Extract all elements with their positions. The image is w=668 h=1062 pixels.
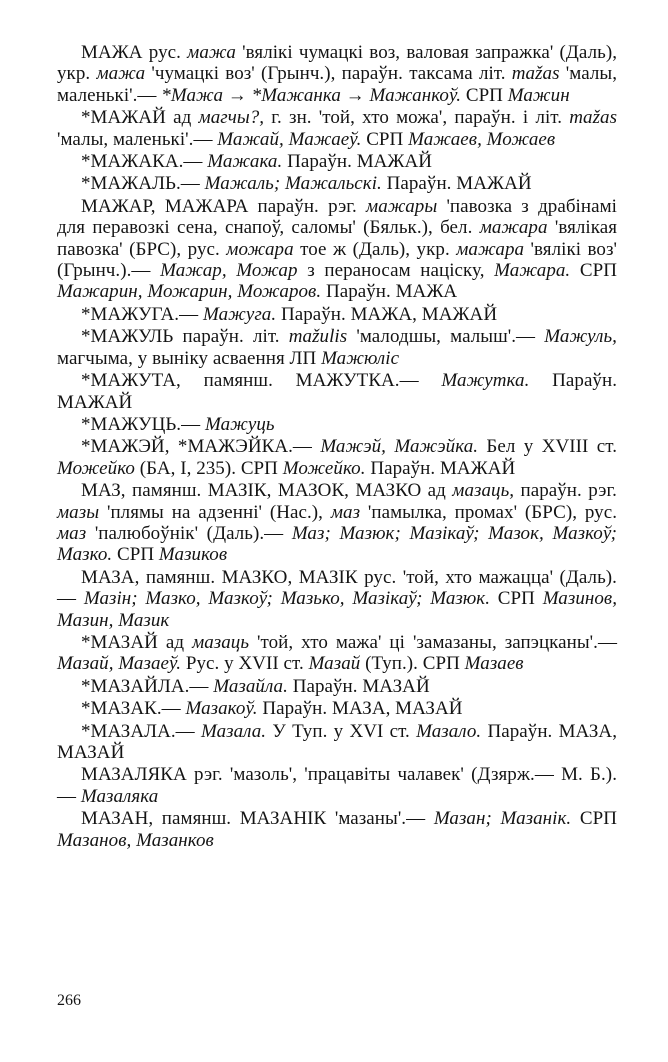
entry-text: СРП bbox=[112, 544, 159, 566]
entry-italic-text: *Мажа → *Мажанка → Мажанкоў. bbox=[161, 84, 462, 106]
entry-text: 'вялікі воз' (Грынч.).— bbox=[57, 238, 617, 282]
entry-italic-text: Мажин bbox=[507, 84, 570, 106]
dictionary-entry-mazhal bbox=[57, 173, 617, 194]
entry-text: (Туп.). СРП bbox=[360, 653, 465, 675]
dictionary-entry-maza bbox=[57, 567, 617, 631]
entry-italic-text: мажара bbox=[456, 238, 525, 260]
entry-italic-text: Мажутка. bbox=[441, 370, 530, 392]
dictionary-entry-mazhei bbox=[57, 436, 617, 479]
dictionary-entry-mazhar bbox=[57, 196, 617, 303]
dictionary-entry-maz bbox=[57, 480, 617, 566]
entry-text: СРП bbox=[461, 84, 508, 106]
entry-italic-text: Мажуль, bbox=[544, 326, 617, 348]
entry-italic-text: можара bbox=[226, 238, 294, 260]
entry-text: г. зн. 'той, хто можа', параўн. і літ. bbox=[264, 107, 570, 129]
entry-text: 'чумацкі воз' (Грынч.), параўн. таксама літ. bbox=[145, 63, 512, 85]
entry-italic-text: Мажаев, Можаев bbox=[408, 128, 556, 150]
entry-text: 'малы, маленькі'.— bbox=[57, 63, 618, 106]
dictionary-entry-mazala bbox=[57, 721, 617, 764]
entry-text: МАЗА, памянш. МАЗКО, МАЗІК рус. 'той, хто мажацца' (Даль).— bbox=[57, 566, 617, 610]
entry-text: Параўн. МАЖАЙ bbox=[282, 151, 433, 173]
entry-italic-text: Можейко bbox=[57, 457, 135, 479]
entry-text: 'плямы на адзенні' (Нас.), bbox=[99, 501, 331, 523]
entry-text: (БА, І, 235). СРП bbox=[134, 457, 283, 479]
entry-text: Параўн. МАЖА, МАЖАЙ bbox=[276, 303, 498, 325]
dictionary-entry-mazha bbox=[57, 42, 617, 106]
entry-italic-text: Мазаляка bbox=[80, 785, 159, 807]
entry-text: Параўн. МАЖАЙ bbox=[381, 173, 532, 195]
entry-text: тое ж (Даль), укр. bbox=[293, 238, 457, 260]
entry-italic-text: Мазай, Мазаеў. bbox=[57, 653, 182, 675]
entry-italic-text: магчы?, bbox=[198, 107, 265, 129]
entry-italic-text: Мажай, Мажаеў. bbox=[217, 128, 362, 150]
entry-text: СРП bbox=[361, 128, 409, 150]
page-number: 266 bbox=[57, 992, 81, 1009]
entry-italic-text: мажары bbox=[366, 195, 438, 217]
entry-text: *МАЗАЙ ад bbox=[81, 631, 193, 653]
entry-text: 'малы, маленькі'.— bbox=[57, 128, 218, 150]
entry-text: *МАЖУТА, памянш. МАЖУТКА.— bbox=[81, 370, 442, 392]
entry-italic-text: Мазакоў. bbox=[185, 698, 258, 720]
entry-text: *МАЖАЛЬ.— bbox=[81, 173, 205, 195]
entry-italic-text: Мазала. bbox=[200, 720, 267, 742]
dictionary-entry-mazak bbox=[57, 698, 617, 719]
entry-italic-text: Мазинов, Мазин, Мазик bbox=[57, 588, 617, 631]
entry-italic-text: Мажюліс bbox=[321, 347, 400, 369]
entry-text: *МАЖУЛЬ параўн. літ. bbox=[81, 326, 289, 348]
entry-text: 'той, хто мажа' ці 'замазаны, запэцканы'.— bbox=[249, 631, 617, 653]
dictionary-entry-mazalyaka bbox=[57, 764, 617, 807]
entry-italic-text: Мазан; Мазанік. bbox=[433, 808, 572, 830]
entry-text: *МАЖАЙ ад bbox=[81, 107, 199, 129]
entry-text: 'павозка з драбінамі для перавозкі сена, снапоў, саломы' (Бяльк.), бел. bbox=[57, 195, 617, 239]
entry-text: МАЖАР, МАЖАРА параўн. рэг. bbox=[81, 195, 367, 217]
entry-italic-text: Мажуга. bbox=[202, 303, 277, 325]
entry-italic-text: Мажаль; Мажальскі. bbox=[204, 173, 382, 195]
dictionary-text-column bbox=[57, 42, 617, 852]
entry-italic-text: Мазаев bbox=[464, 653, 524, 675]
dictionary-entry-mazai bbox=[57, 632, 617, 675]
entry-text: Параўн. МАЖАЙ bbox=[365, 457, 516, 479]
dictionary-entry-mazhaka bbox=[57, 151, 617, 172]
entry-italic-text: Мажуць bbox=[204, 413, 275, 435]
dictionary-entry-mazaila bbox=[57, 676, 617, 697]
entry-text: 'вялікі чумацкі воз, валовая запражка' (Даль), укр. bbox=[57, 42, 617, 85]
entry-text: МАЗ, памянш. МАЗІК, МАЗОК, МАЗКО ад bbox=[81, 480, 453, 502]
entry-text: магчыма, у выніку асваення ЛП bbox=[57, 347, 322, 369]
entry-italic-text: Мазиков bbox=[158, 544, 228, 566]
entry-italic-text: Можейко. bbox=[282, 457, 366, 479]
entry-italic-text: Мажарин, Можарин, Можаров. bbox=[57, 281, 322, 303]
entry-text: СРП bbox=[571, 808, 617, 830]
dictionary-entry-mazhai bbox=[57, 107, 617, 150]
entry-text: СРП bbox=[570, 260, 618, 282]
entry-italic-text: mažas bbox=[511, 63, 560, 85]
entry-italic-text: Мажэй, Мажэйка. bbox=[320, 436, 479, 458]
dictionary-entry-mazan bbox=[57, 808, 617, 851]
entry-italic-text: мажа bbox=[96, 63, 146, 85]
entry-italic-text: маз bbox=[330, 501, 361, 523]
entry-italic-text: Мазай bbox=[308, 653, 361, 675]
entry-italic-text: mažas bbox=[569, 107, 618, 129]
entry-text: Параўн. МАЖА bbox=[321, 281, 458, 303]
entry-text: *МАЖУГА.— bbox=[81, 303, 203, 325]
entry-text: Параўн. МАЖАЙ bbox=[57, 370, 617, 413]
entry-text: МАЗАЛЯКА рэг. 'мазоль', 'працавіты чалавек' (Дзярж.— М. Б.).— bbox=[57, 764, 617, 807]
entry-italic-text: Маз; Мазюк; Мазікаў; Мазок, Мазкоў; Мазко. bbox=[57, 522, 617, 566]
dictionary-entry-mazhuga bbox=[57, 304, 617, 325]
entry-text: СРП bbox=[490, 588, 543, 610]
entry-italic-text: мазы bbox=[57, 501, 100, 523]
entry-text: з пераносам націску, bbox=[297, 260, 495, 282]
entry-italic-text: Мазанов, Мазанков bbox=[57, 829, 214, 851]
entry-italic-text: Мазайла. bbox=[213, 675, 288, 697]
entry-text: *МАЗАЛА.— bbox=[81, 720, 201, 742]
entry-text: *МАЖЭЙ, *МАЖЭЙКА.— bbox=[81, 436, 321, 458]
entry-text: У Туп. у XVI ст. bbox=[266, 720, 417, 742]
entry-text: Рус. у XVII ст. bbox=[181, 653, 309, 675]
entry-text: МАЖА рус. bbox=[81, 42, 188, 63]
dictionary-entry-mazhuta bbox=[57, 370, 617, 413]
entry-text: Параўн. МАЗАЙ bbox=[287, 675, 430, 697]
entry-text: 'палюбоўнік' (Даль).— bbox=[86, 522, 292, 544]
entry-text: МАЗАН, памянш. МАЗАНІК 'мазаны'.— bbox=[81, 808, 434, 830]
entry-italic-text: Мажар, Можар bbox=[160, 260, 298, 282]
entry-text: параўн. рэг. bbox=[514, 480, 617, 502]
entry-text: 'вялікая павозка' (БРС), рус. bbox=[57, 217, 618, 260]
entry-italic-text: Мазін; Мазко, Мазкоў; Мазько, Мазікаў; Мазюк. bbox=[83, 588, 491, 610]
entry-italic-text: Мазало. bbox=[416, 720, 482, 742]
entry-text: *МАЖАКА.— bbox=[81, 151, 208, 173]
entry-italic-text: мажа bbox=[187, 42, 236, 63]
entry-italic-text: мазаць bbox=[192, 631, 250, 653]
entry-text: 'малодшы, малыш'.— bbox=[347, 326, 545, 348]
entry-text: Бел у XVIII ст. bbox=[478, 436, 617, 458]
entry-text: 'памылка, промах' (БРС), рус. bbox=[360, 501, 617, 523]
entry-italic-text: мазаць, bbox=[452, 480, 515, 502]
entry-text: *МАЗАЙЛА.— bbox=[81, 675, 214, 697]
entry-italic-text: мажара bbox=[479, 217, 548, 239]
entry-italic-text: маз bbox=[57, 522, 87, 544]
entry-italic-text: Мажара. bbox=[494, 260, 571, 282]
entry-text: Параўн. МАЗА, МАЗАЙ bbox=[257, 698, 463, 720]
entry-text: *МАЖУЦЬ.— bbox=[81, 413, 205, 435]
entry-italic-text: mažulis bbox=[288, 326, 348, 348]
entry-italic-text: Мажака. bbox=[207, 151, 283, 173]
entry-text: Параўн. МАЗА, МАЗАЙ bbox=[57, 720, 617, 763]
entry-text: *МАЗАК.— bbox=[81, 698, 186, 720]
dictionary-entry-mazhuc bbox=[57, 414, 617, 435]
dictionary-entry-mazhul bbox=[57, 326, 617, 369]
